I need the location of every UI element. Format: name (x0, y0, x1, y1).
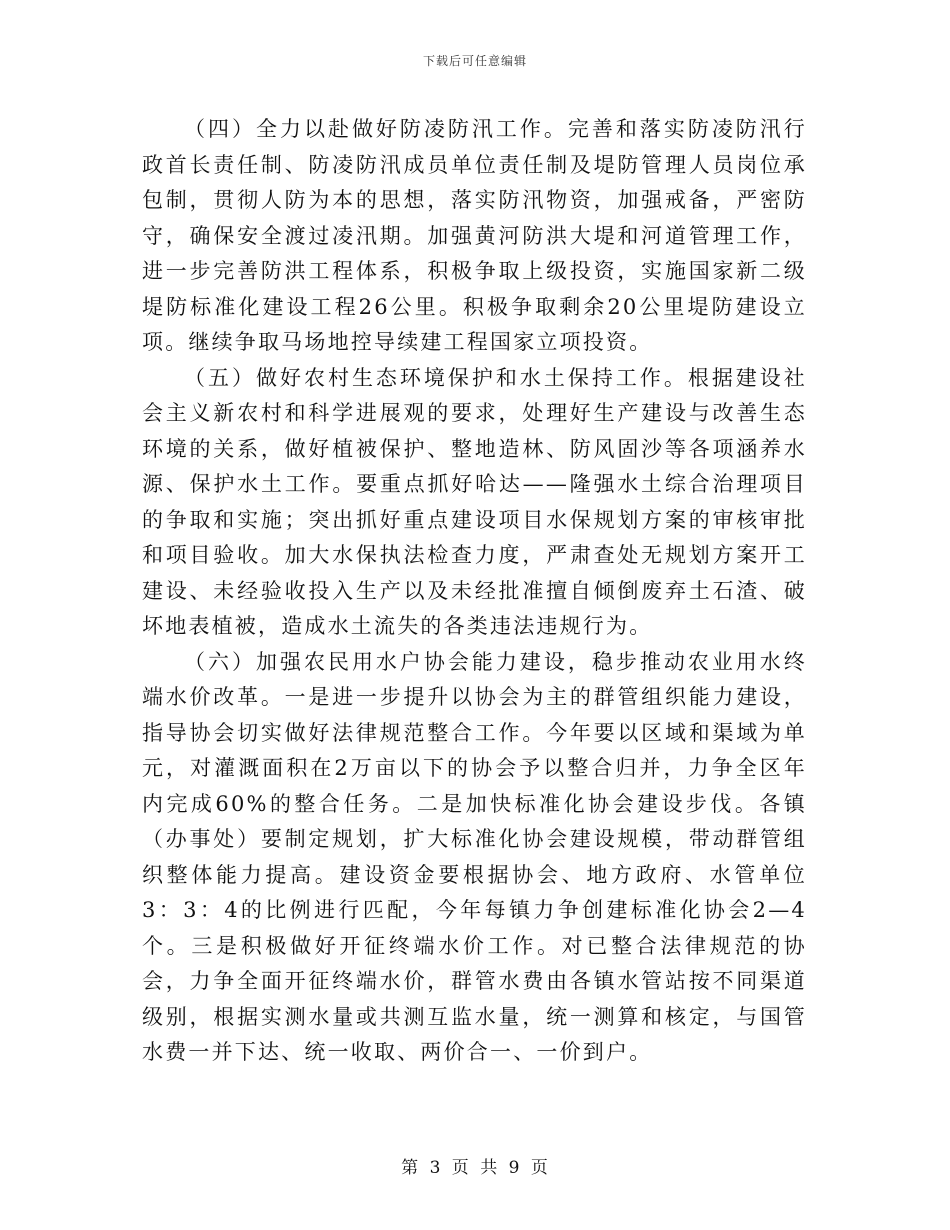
document-body (142, 112, 807, 1071)
paragraph-flood-control: （四）全力以赴做好防凌防汛工作。完善和落实防凌防汛行政首长责任制、防凌防汛成员单位责任制及堤防管理人员岗位承包制，贯彻人防为本的思想，落实防汛物资，加强戒备，严密防守，确保安全渡过凌汛期。加强黄河防洪大堤和河道管理工作，进一步完善防洪工程体系，积极争取上级投资，实施国家新二级堤防标准化建设工程26公里。积极争取剩余20公里堤防建设立项。继续争取马场地控导续建工程国家立项投资。 (142, 117, 807, 354)
page-header: 下载后可任意编辑 (422, 54, 527, 68)
page-number: 第 3 页 共 9 页 (401, 1158, 549, 1178)
paragraph-ecology-soil: （五）做好农村生态环境保护和水土保持工作。根据建设社会主义新农村和科学进展观的要求，处理好生产建设与改善生态环境的关系，做好植被保护、整地造林、防风固沙等各项涵养水源、保护水土工作。要重点抓好哈达——隆强水土综合治理项目的争取和实施；突出抓好重点建设项目水保规划方案的审核审批和项目验收。加大水保执法检查力度，严肃查处无规划方案开工建设、未经验收投入生产以及未经批准擅自倾倒废弃土石渣、破坏地表植被，造成水土流失的各类违法违规行为。 (142, 365, 807, 638)
paragraph-water-users-association: （六）加强农民用水户协会能力建设，稳步推动农业用水终端水价改革。一是进一步提升以协会为主的群管组织能力建设，指导协会切实做好法律规范整合工作。今年要以区域和渠域为单元，对灌溉面积在2万亩以下的协会予以整合归并，力争全区年内完成60%的整合任务。二是加快标准化协会建设步伐。各镇（办事处）要制定规划，扩大标准化协会建设规模，带动群管组织整体能力提高。建设资金要根据协会、地方政府、水管单位3：3：4的比例进行匹配，今年每镇力争创建标准化协会2—4个。三是积极做好开征终端水价工作。对已整合法律规范的协会，力争全面开征终端水价，群管水费由各镇水管站按不同渠道级别，根据实测水量或共测互监水量，统一测算和核定，与国管水费一并下达、统一收取、两价合一、一价到户。 (142, 649, 807, 1064)
